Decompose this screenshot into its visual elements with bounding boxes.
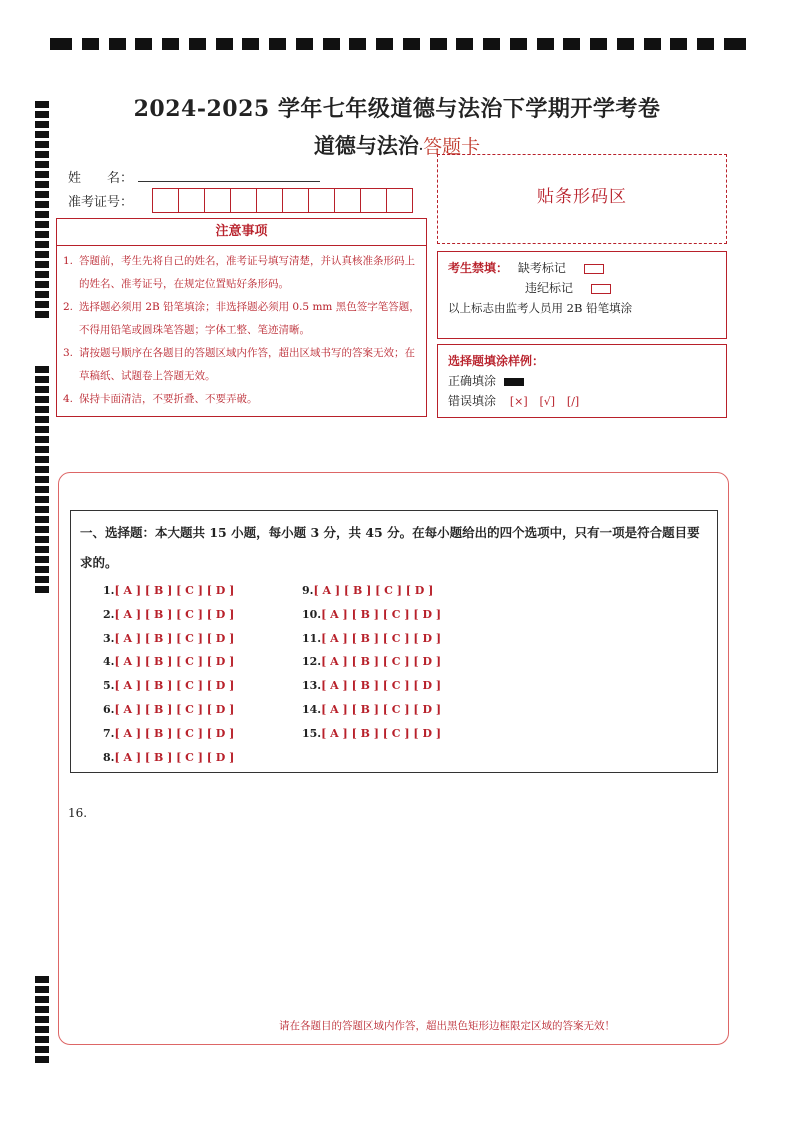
forbid-note: 以上标志由监考人员用 2B 铅笔填涂 [448,301,633,315]
id-digit-box[interactable] [152,188,179,213]
timing-mark [82,38,99,50]
top-timing-marks [50,38,746,50]
notice-text: 请按题号顺序在各题目的答题区域内作答，超出区域书写的答案无效；在草稿纸、试题卷上答题无效。 [79,347,415,382]
notice-text: 选择题必须用 2B 铅笔填涂；非选择题必须用 0.5 mm 黑色签字笔答题，不得用铅笔或圆珠笔答题；字体工整、笔迹清晰。 [79,301,420,336]
timing-mark [35,386,49,393]
timing-mark [35,251,49,258]
timing-mark [35,466,49,473]
timing-mark [35,161,49,168]
id-label: 准考证号： [68,195,134,210]
timing-mark [35,496,49,503]
id-digit-box[interactable] [334,188,361,213]
fill-sample-box [437,344,727,418]
timing-mark [109,38,126,50]
timing-mark [35,291,49,298]
timing-mark [189,38,206,50]
question-number: 9. [302,584,314,597]
choice-question-3 [103,632,234,645]
subtitle-dot: · [418,142,424,156]
choice-question-4 [103,655,234,668]
correct-fill-sample [504,378,524,386]
answer-options[interactable]: [ A ] [ B ] [ C ] [ D ] [313,584,434,597]
timing-mark [323,38,340,50]
choice-question-6 [103,703,234,716]
timing-mark [35,201,49,208]
timing-mark [35,506,49,513]
timing-mark [35,566,49,573]
subtitle-answer-card: 答题卡 [423,136,481,158]
timing-mark [35,221,49,228]
timing-mark [35,1006,49,1013]
answer-options[interactable]: [ A ] [ B ] [ C ] [ D ] [321,631,442,645]
timing-mark [617,38,634,50]
absent-mark-box[interactable] [584,264,604,274]
answer-options[interactable]: [ A ] [ B ] [ C ] [ D ] [114,750,235,764]
notice-list [57,246,426,411]
timing-mark [35,426,49,433]
wrong-mark-2: [√] [539,395,556,408]
timing-mark [35,976,49,983]
question-number: 4. [103,655,115,669]
forbid-label: 考生禁填： [448,261,509,275]
name-label: 姓 名： [68,171,134,186]
timing-mark [510,38,527,50]
timing-mark [35,586,49,593]
timing-mark [376,38,393,50]
timing-mark [35,986,49,993]
timing-mark [35,996,49,1003]
question-number: 15. [302,726,322,740]
timing-mark [35,526,49,533]
timing-mark [35,436,49,443]
timing-mark [35,181,49,188]
timing-mark [670,38,687,50]
timing-mark [35,241,49,248]
wrong-mark-3: [/] [566,395,580,408]
timing-mark [35,406,49,413]
timing-mark [35,486,49,493]
notice-item [63,250,420,296]
timing-mark [35,231,49,238]
id-digit-box[interactable] [360,188,387,213]
choice-question-12 [302,655,441,668]
violation-label: 违纪标记 [525,281,574,295]
wrong-mark-1: [×] [509,395,528,408]
wrong-label: 错误填涂 [448,394,497,408]
question-number: 11. [302,631,322,645]
notice-text: 保持卡面清洁，不要折叠、不要弄破。 [79,393,258,405]
timing-mark [162,38,179,50]
timing-mark [35,191,49,198]
timing-mark [35,536,49,543]
sample-label: 选择题填涂样例： [448,354,545,368]
question-number: 5. [103,679,115,693]
exam-id-boxes[interactable] [152,188,412,213]
choice-instruction: 一、选择题：本大题共 15 小题，每小题 3 分，共 45 分。在每小题给出的四个选项中，只有一项是符合题目要求的。 [80,525,700,570]
timing-mark [35,1036,49,1043]
question-number: 8. [103,750,115,764]
left-timing-marks-middle [35,366,49,593]
choice-question-2 [103,608,234,621]
id-digit-box[interactable] [230,188,257,213]
timing-mark [349,38,366,50]
timing-mark [35,366,49,373]
notice-heading: 注意事项 [57,219,426,246]
timing-mark [483,38,500,50]
timing-mark [35,456,49,463]
question-number: 13. [302,679,322,693]
timing-mark [35,311,49,318]
timing-mark [430,38,447,50]
answer-options[interactable]: [ A ] [ B ] [ C ] [ D ] [321,703,442,716]
notice-num: 3. [63,347,74,359]
notice-item [63,296,420,342]
id-digit-box[interactable] [204,188,231,213]
timing-mark [697,38,714,50]
timing-mark [35,271,49,278]
timing-mark [35,1046,49,1053]
page-title: 2024-2025 学年七年级道德与法治下学期开学考卷 [133,96,661,122]
question-number: 1. [103,584,115,597]
notice-num: 2. [63,301,74,313]
id-digit-box[interactable] [386,188,413,213]
barcode-area: 贴条形码区 [437,154,727,244]
notice-num: 4. [63,393,74,405]
timing-mark [35,1056,49,1063]
timing-mark [35,211,49,218]
absent-label: 缺考标记 [517,261,566,275]
timing-mark [35,476,49,483]
notice-item [63,388,420,411]
timing-mark [35,261,49,268]
timing-mark [35,171,49,178]
answer-options[interactable]: [ A ] [ B ] [ C ] [ D ] [114,631,235,645]
timing-mark [563,38,580,50]
answer-options[interactable]: [ A ] [ B ] [ C ] [ D ] [114,607,235,621]
answer-options[interactable]: [ A ] [ B ] [ C ] [ D ] [321,655,442,669]
answer-options[interactable]: [ A ] [ B ] [ C ] [ D ] [321,607,442,621]
timing-mark [403,38,420,50]
timing-mark [35,516,49,523]
choice-question-5 [103,679,234,692]
name-field[interactable] [138,180,320,182]
subtitle-main: 道德与法治 [313,133,419,158]
question-number: 7. [103,726,115,740]
id-digit-box[interactable] [282,188,309,213]
choice-question-13 [302,679,441,692]
correct-label: 正确填涂 [448,374,497,388]
id-digit-box[interactable] [178,188,205,213]
notice-text: 答题前，考生先将自己的姓名，准考证号填写清楚，并认真核准条形码上的姓名、准考证号，在规定位置贴好条形码。 [79,255,415,290]
timing-mark [35,416,49,423]
timing-mark [35,301,49,308]
violation-mark-box[interactable] [591,284,611,294]
id-digit-box[interactable] [256,188,283,213]
choice-question-10 [302,608,441,621]
answer-options[interactable]: [ A ] [ B ] [ C ] [ D ] [114,726,235,740]
notice-box [56,218,427,417]
timing-mark [35,281,49,288]
timing-mark [35,396,49,403]
answer-options[interactable]: [ A ] [ B ] [ C ] [ D ] [321,726,442,740]
answer-options[interactable]: [ A ] [ B ] [ C ] [ D ] [114,679,235,693]
choice-question-11 [302,632,441,645]
choice-question-15 [302,727,441,740]
timing-mark [135,38,152,50]
timing-mark [456,38,473,50]
choice-question-8 [103,751,234,764]
timing-mark [537,38,554,50]
timing-mark [35,376,49,383]
question-number: 10. [302,607,322,621]
answer-options[interactable]: [ A ] [ B ] [ C ] [ D ] [321,679,442,693]
answer-options[interactable]: [ A ] [ B ] [ C ] [ D ] [114,703,235,716]
question-number: 3. [103,631,115,645]
question-number: 14. [302,703,322,716]
timing-mark [216,38,233,50]
timing-mark [242,38,259,50]
timing-mark [296,38,313,50]
question-number: 6. [103,703,115,716]
choice-question-9 [302,584,433,597]
notice-num: 1. [63,255,74,267]
question-number: 12. [302,655,322,669]
timing-mark [50,38,72,50]
id-digit-box[interactable] [308,188,335,213]
timing-mark [35,546,49,553]
answer-options[interactable]: [ A ] [ B ] [ C ] [ D ] [114,584,235,597]
timing-mark [35,556,49,563]
question-16-label: 16. [68,806,88,820]
choice-question-7 [103,727,234,740]
timing-mark [724,38,746,50]
question-number: 2. [103,607,115,621]
answer-options[interactable]: [ A ] [ B ] [ C ] [ D ] [114,655,235,669]
timing-mark [590,38,607,50]
timing-mark [35,576,49,583]
choice-question-1 [103,584,234,597]
notice-item [63,342,420,388]
footer-warning: 请在各题目的答题区域内作答，超出黑色矩形边框限定区域的答案无效！ [279,1020,615,1032]
proctor-marks-box [437,251,727,339]
timing-mark [35,446,49,453]
choice-question-14 [302,703,441,716]
timing-mark [644,38,661,50]
timing-mark [269,38,286,50]
